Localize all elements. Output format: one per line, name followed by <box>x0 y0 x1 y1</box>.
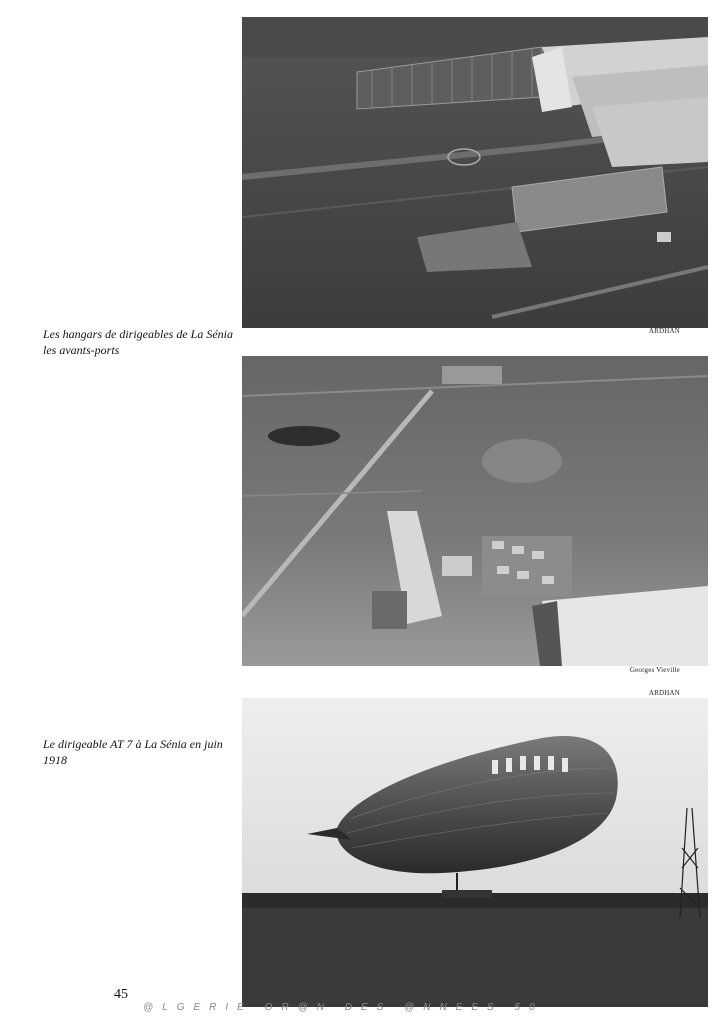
photo-credit: ARDHAN <box>648 327 680 335</box>
hangars-caption: Les hangars de dirigeables de La Sénia les avants-ports <box>43 327 233 357</box>
page-footer: @LGERIE OR@N DES @NNEES 50 <box>143 1002 544 1013</box>
page-number: 45 <box>114 987 128 1002</box>
photo-credit: ARDHAN <box>648 689 680 697</box>
aerial-photo <box>242 356 708 666</box>
hangars-photo <box>242 17 708 328</box>
airship-photo <box>242 698 708 1007</box>
photo-credit: Georges Vieville <box>629 666 680 674</box>
airship-caption: Le dirigeable AT 7 à La Sénia en juin 1918 <box>43 737 223 767</box>
